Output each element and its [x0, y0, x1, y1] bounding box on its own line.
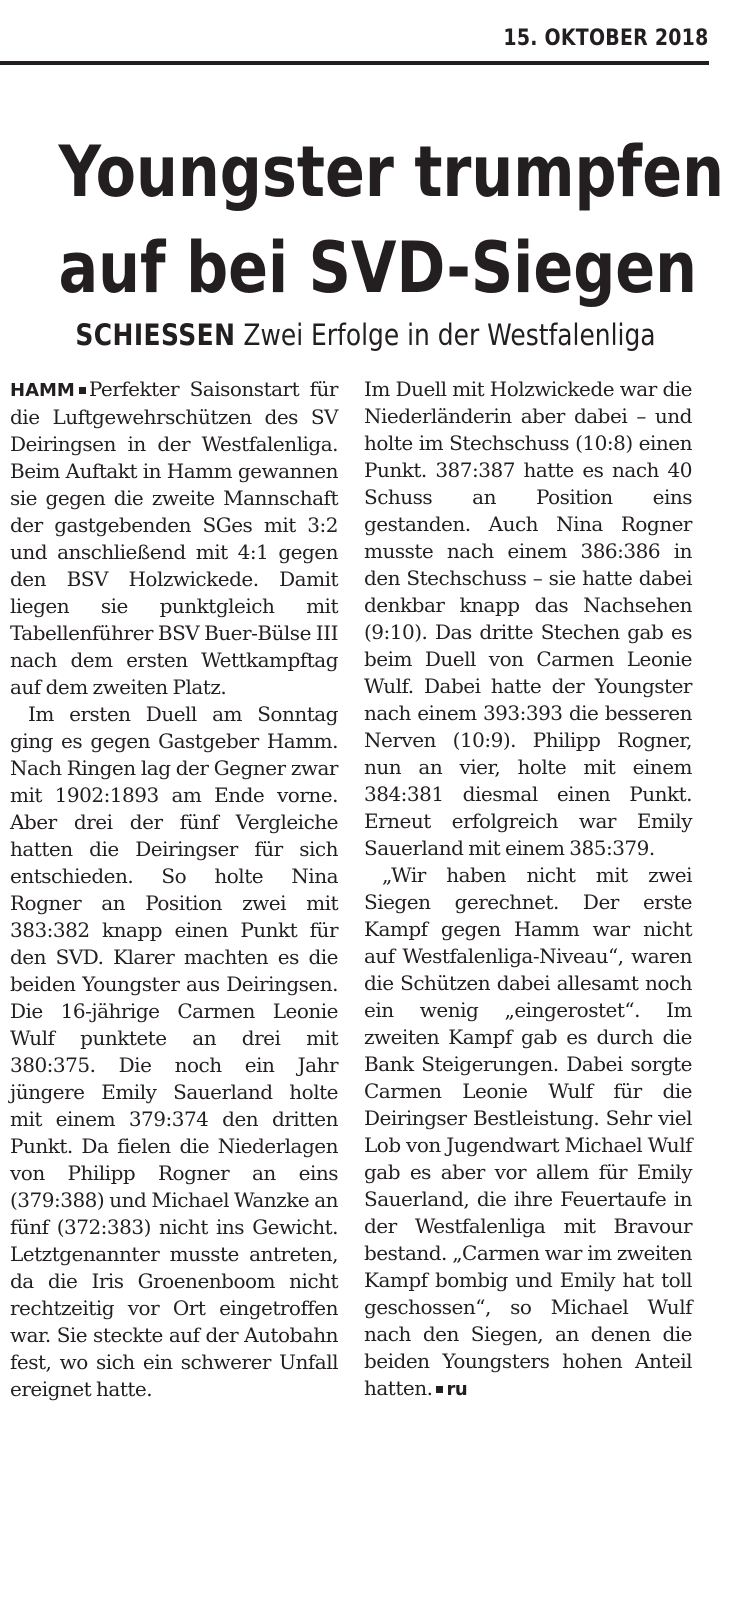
- location-dateline: HAMM: [10, 380, 75, 401]
- square-bullet-icon: [79, 387, 86, 394]
- paragraph-text: „Wir haben nicht mit zwei Siegen gerechnet. Der erste Kampf gegen Hamm war nicht auf Westfalenliga-Niveau“, waren die Schützen dabei allesamt noch ein wenig „eingerostet“. Im zweiten Kampf gab es durch die Bank Steigerungen. Dabei sorgte Carmen Leonie Wulf für die Deiringser Bestleistung. Sehr viel Lob von Jugendwart Michael Wulf gab es aber vor allem für Emily Sauerland, die ihre Feuertaufe in der Westfalenliga mit Bravour bestand. „Carmen war im zweiten Kampf bombig und Emily hat toll geschossen“, so Michael Wulf nach den Siegen, an denen die beiden Youngsters hohen Anteil hatten.: [364, 863, 692, 1400]
- headline-line-2: auf bei SVD-Siegen: [58, 227, 698, 309]
- author-initials: ru: [446, 1379, 468, 1400]
- article-paragraph: [364, 862, 692, 1403]
- article-column-right: [364, 376, 692, 1403]
- article-paragraph: [10, 376, 338, 701]
- subheadline-text: Zwei Erfolge in der Westfalenliga: [243, 318, 656, 352]
- subheadline: [51, 318, 680, 352]
- section-kicker: SCHIESSEN: [75, 318, 236, 352]
- square-bullet-icon: [436, 1386, 443, 1393]
- headline: [58, 124, 724, 316]
- paragraph-text: Perfekter Saisonstart für die Luftgewehrschützen des SV Deiringsen in der Westfalenliga. Beim Auftakt in Hamm gewannen sie gegen die zweite Mannschaft der gastgebenden SGes mit 3:2 und anschließend mit 4:1 gegen den BSV Holzwickede. Damit liegen sie punktgleich mit Tabellenführer BSV Buer-Bülse III nach dem ersten Wettkampftag auf dem zweiten Platz.: [10, 377, 338, 699]
- article-paragraph: Im ersten Duell am Sonntag ging es gegen Gastgeber Hamm. Nach Ringen lag der Gegner zwar mit 1902:1893 am Ende vorne. Aber drei der fünf Vergleiche hatten die Deiringser für sich entschieden. So holte Nina Rogner an Position zwei mit 383:382 knapp einen Punkt für den SVD. Klarer machten es die beiden Youngster aus Deiringsen. Die 16-jährige Carmen Leonie Wulf punktete an drei mit 380:375. Die noch ein Jahr jüngere Emily Sauerland holte mit einem 379:374 den dritten Punkt. Da fielen die Niederlagen von Philipp Rogner an eins (379:388) und Michael Wanzke an fünf (372:383) nicht ins Gewicht. Letztgenannter musste antreten, da die Iris Groenenboom nicht rechtzeitig vor Ort eingetroffen war. Sie steckte auf der Autobahn fest, wo sich ein schwerer Unfall ereignet hatte.: [10, 702, 338, 1401]
- issue-date: 15. OKTOBER 2018: [503, 26, 709, 51]
- headline-line-1: Youngster trumpfen: [58, 131, 724, 213]
- article-column-left: [10, 376, 338, 1403]
- article-paragraph: Im Duell mit Holzwickede war die Niederländerin aber dabei – und holte im Stechschuss (10:8) einen Punkt. 387:387 hatte es nach 40 Schuss an Position eins gestanden. Auch Nina Rogner musste nach einem 386:386 in den Stechschuss – sie hatte dabei denkbar knapp das Nachsehen (9:10). Das dritte Stechen gab es beim Duell von Carmen Leonie Wulf. Dabei hatte der Youngster nach einem 393:393 die besseren Nerven (10:9). Philipp Rogner, nun an vier, holte mit einem 384:381 diesmal einen Punkt. Erneut erfolgreich war Emily Sauerland mit einem 385:379.: [364, 377, 692, 860]
- header-rule: [0, 61, 709, 65]
